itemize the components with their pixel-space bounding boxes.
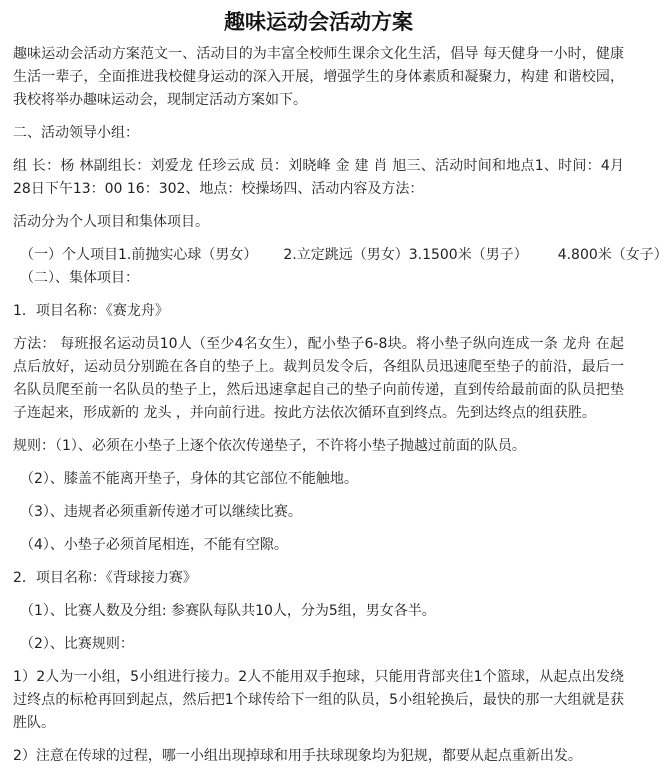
individual-item-2: 2.立定跳远（男女）3.1500米（男子）: [283, 247, 528, 263]
activity-types-paragraph: 活动分为个人项目和集体项目。: [13, 214, 209, 230]
project1-rule-2: （2）、膝盖不能离开垫子，身体的其它部位不能触地。: [20, 471, 358, 487]
group-items-heading: （二）、集体项目：: [20, 270, 139, 286]
project2-rules-heading: （2）、比赛规则：: [20, 636, 134, 652]
project1-rule-3: （3）、违规者必须重新传递才可以继续比赛。: [20, 504, 302, 520]
intro-paragraph: 趣味运动会活动方案范文一、活动目的为丰富全校师生课余文化生活，倡导 每天健身一小时，健康生活一辈子，全面推进我校健身运动的深入开展，增强学生的身体素质和凝聚力，构建 和谐校园，我校将举办趣味运动会，现制定活动方案如下。: [13, 46, 624, 108]
leadership-paragraph: 组 长：杨 林副组长：刘爱龙 任珍云成 员：刘晓峰 金 建 肖 旭三、活动时间和地点1、时间：4月 28日下午13：00 16：302、地点：校操场四、活动内容及方法：: [13, 158, 624, 197]
project1-method: 方法： 每班报名运动员10人（至少4名女生），配小垫子6-8块。将小垫子纵向连成一条 龙舟 在起点后放好，运动员分别跪在各自的垫子上。裁判员发令后，各组队员迅速爬至垫子的前沿，最后一名队员爬至前一名队员的垫子上，然后迅速拿起自己的垫子向前传递，直到传给最前面的队员把垫子连起来，形成新的 龙头 ，并向前行进。按此方法依次循环直到终点。先到达终点的组获胜。: [13, 336, 624, 421]
section-heading-leadership: 二、活动领导小组：: [13, 125, 139, 141]
document-title: 趣味运动会活动方案: [224, 10, 413, 34]
project2-rule-1: 1）2人为一小组，5小组进行接力。2人不能用双手抱球，只能用背部夹住1个篮球，从起点出发绕过终点的标枪再回到起点，然后把1个球传给下一组的队员，5小组轮换后，最快的那一大组就是获胜队。: [13, 669, 624, 731]
individual-item-1: （一）个人项目1.前抛实心球（男女）: [20, 247, 258, 263]
project2-name: 2．项目名称：《背球接力赛》: [13, 570, 197, 586]
individual-item-3: 4.800米（女子）: [557, 247, 668, 263]
project2-rule-2: 2）注意在传球的过程，哪一小组出现掉球和用手扶球现象均为犯规，都要从起点重新出发。: [13, 748, 582, 764]
project1-rule-4: （4）、小垫子必须首尾相连，不能有空隙。: [20, 537, 288, 553]
project2-grouping: （1）、比赛人数及分组: 参赛队每队共10人，分为5组，男女各半。: [20, 603, 436, 619]
individual-items-line: [13, 244, 668, 267]
project1-rule-1: 规则：（1）、必须在小垫子上逐个依次传递垫子，不许将小垫子抛越过前面的队员。: [13, 438, 526, 454]
project1-name: 1．项目名称：《赛龙舟》: [13, 303, 169, 319]
